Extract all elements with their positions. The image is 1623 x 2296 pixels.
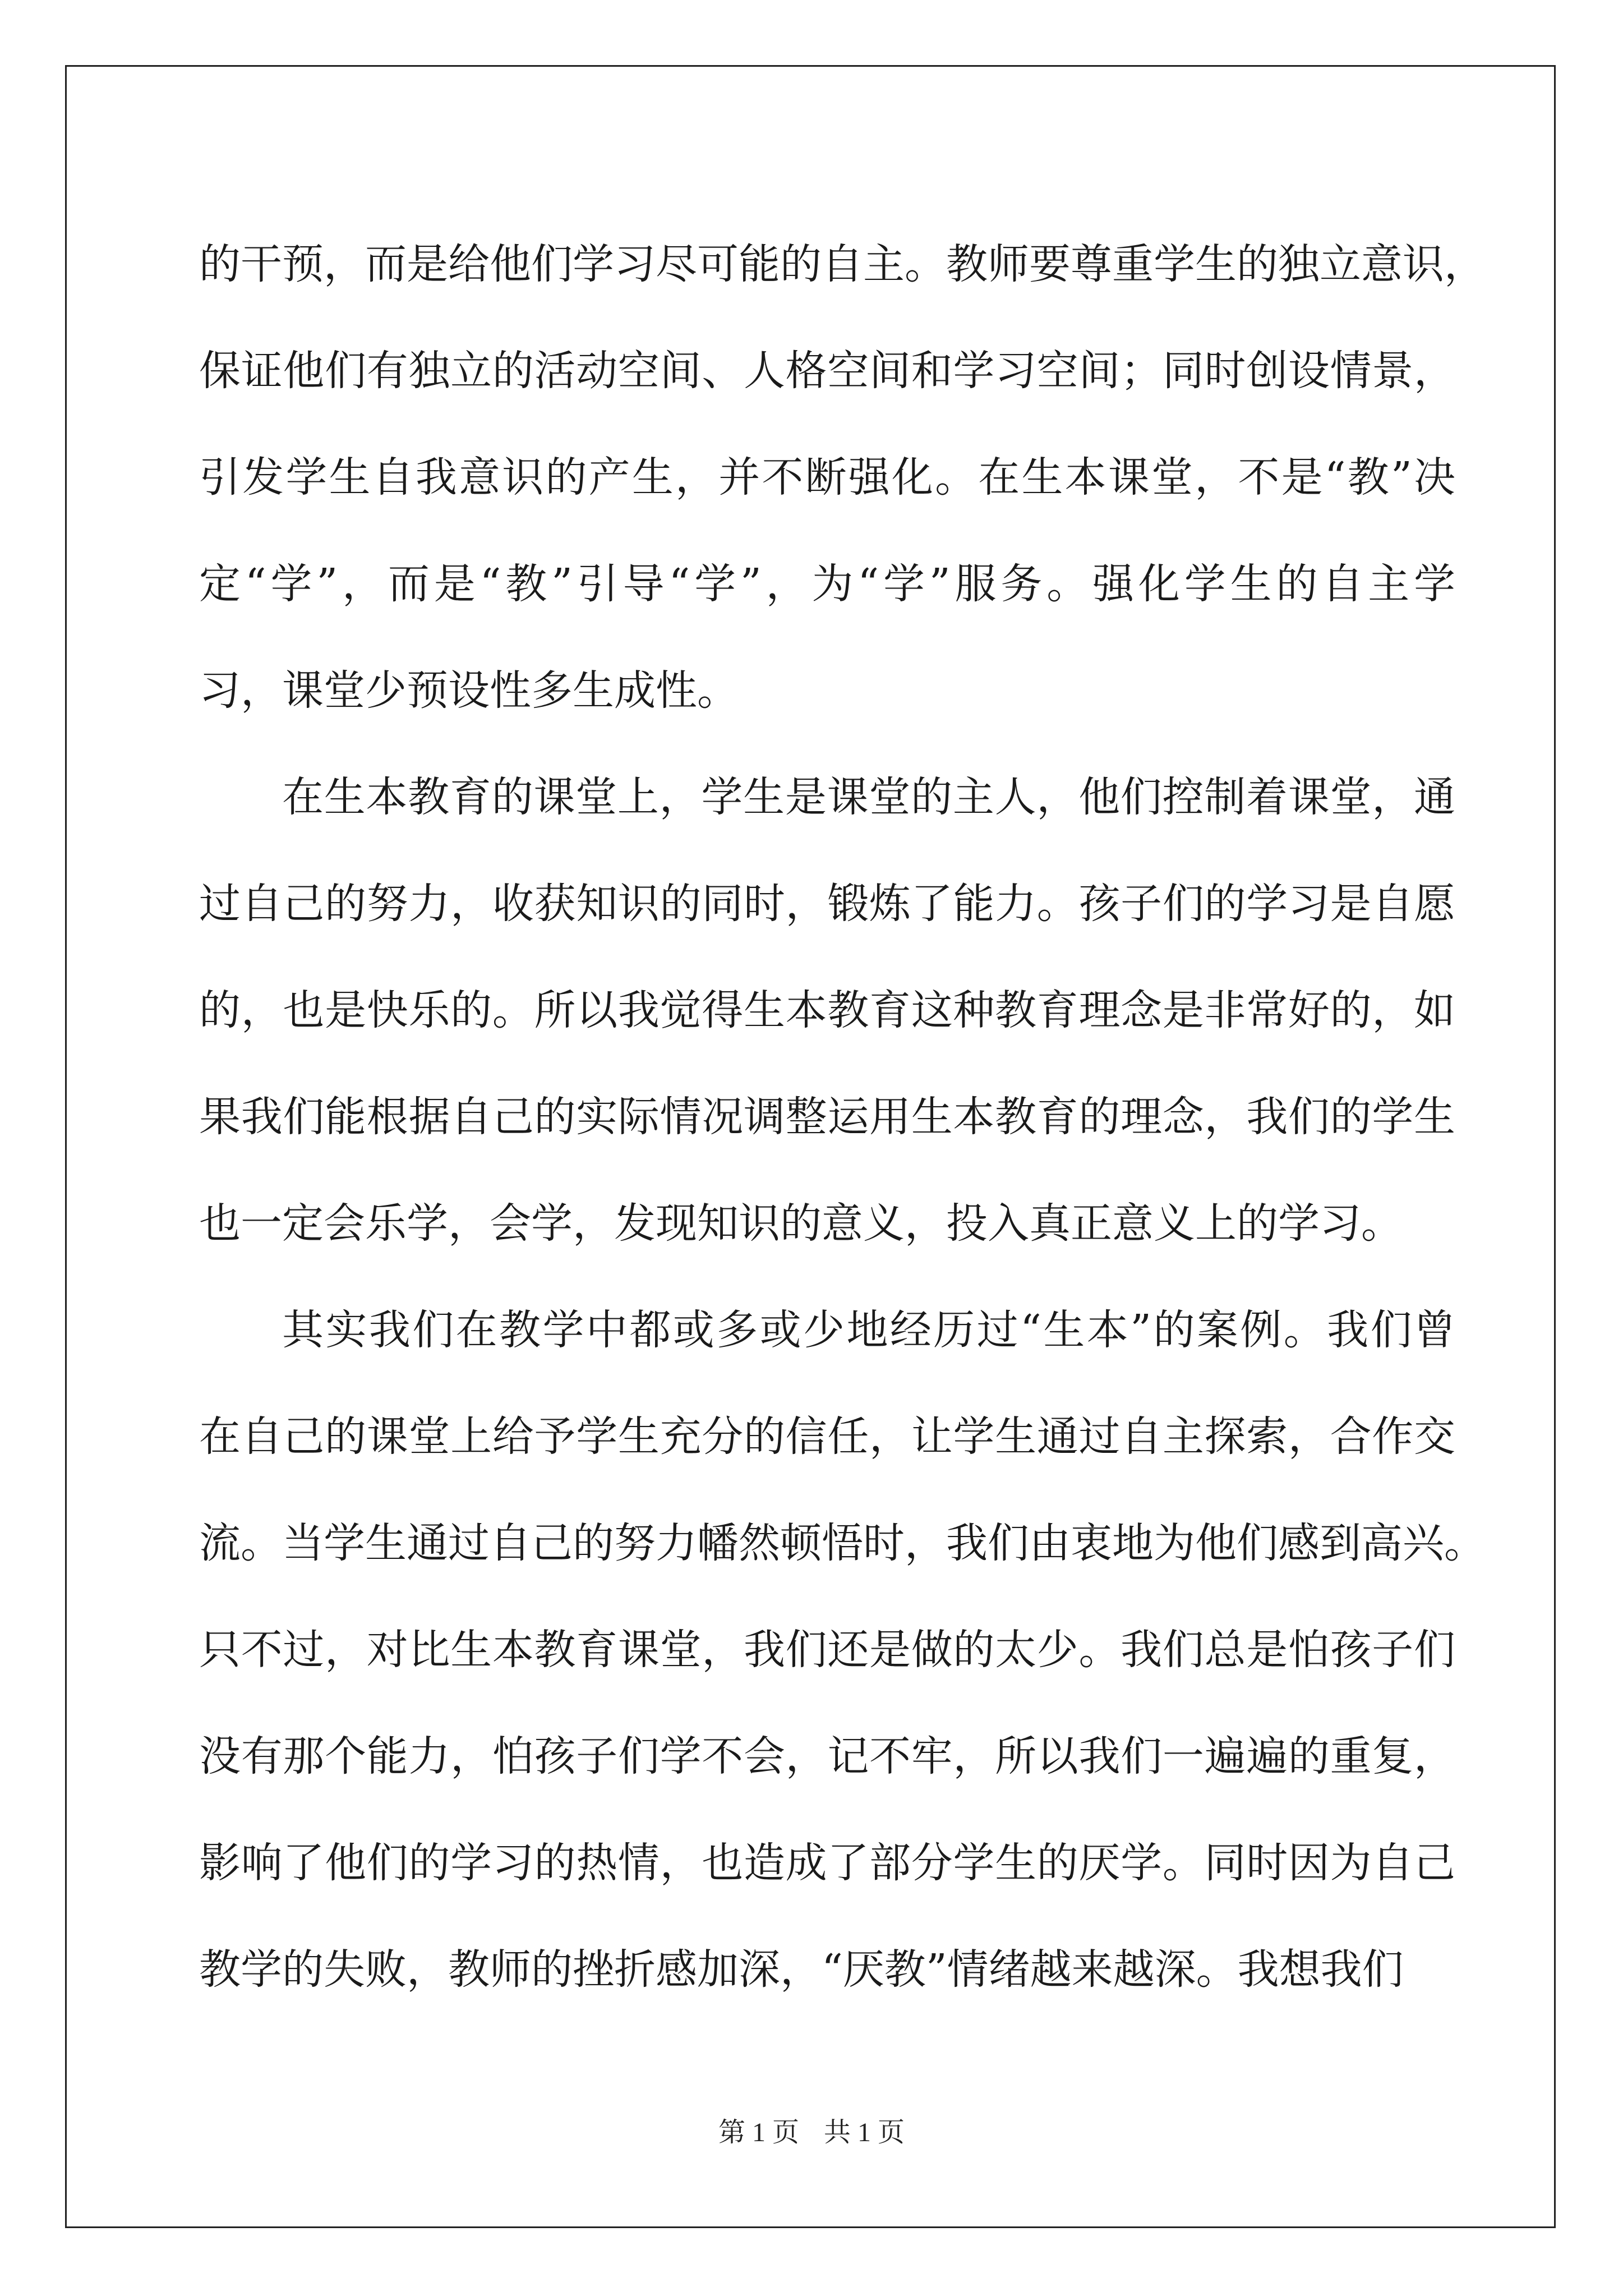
text-line: 引发学生自我意识的产生，并不断强化。在生本课堂，不是“教”决: [199, 453, 1455, 501]
text-line: 的干预，而是给他们学习尽可能的自主。教师要尊重学生的独立意识，: [199, 240, 1486, 288]
text-line: 的，也是快乐的。所以我觉得生本教育这种教育理念是非常好的，如: [199, 986, 1455, 1034]
page-number: 第 1 页: [718, 2118, 799, 2147]
paragraph: [199, 744, 1455, 1277]
paragraph: [199, 211, 1486, 744]
text-line: 没有那个能力，怕孩子们学不会，记不牢，所以我们一遍遍的重复，: [199, 1732, 1455, 1780]
text-line: 果我们能根据自己的实际情况调整运用生本教育的理念，我们的学生: [199, 1093, 1455, 1141]
text-line: 也一定会乐学，会学，发现知识的意义，投入真正意义上的学习。: [199, 1199, 1403, 1248]
paragraph: [199, 1277, 1486, 2023]
text-line: 只不过，对比生本教育课堂，我们还是做的太少。我们总是怕孩子们: [199, 1626, 1455, 1674]
text-line: 其实我们在教学中都或多或少地经历过“生本”的案例。我们曾: [282, 1306, 1455, 1354]
text-line: 教学的失败，教师的挫折感加深，“厌教”情绪越来越深。我想我们: [199, 1945, 1404, 1994]
text-line: 过自己的努力，收获知识的同时，锻炼了能力。孩子们的学习是自愿: [199, 880, 1455, 928]
document-body: [199, 211, 1486, 2023]
page-total: 共 1 页: [824, 2118, 905, 2147]
text-line: 习，课堂少预设性多生成性。: [199, 666, 739, 715]
text-line: 保证他们有独立的活动空间、人格空间和学习空间；同时创设情景，: [199, 347, 1455, 395]
text-line: 定“学”，而是“教”引导“学”，为“学”服务。强化学生的自主学: [199, 560, 1455, 608]
text-line: 流。当学生通过自己的努力幡然顿悟时，我们由衷地为他们感到高兴。: [199, 1519, 1486, 1567]
text-line: 影响了他们的学习的热情，也造成了部分学生的厌学。同时因为自己: [199, 1839, 1455, 1887]
text-line: 在自己的课堂上给予学生充分的信任，让学生通过自主探索，合作交: [199, 1412, 1455, 1461]
page-footer: [0, 2110, 1623, 2149]
text-line: 在生本教育的课堂上，学生是课堂的主人，他们控制着课堂，通: [282, 773, 1455, 821]
